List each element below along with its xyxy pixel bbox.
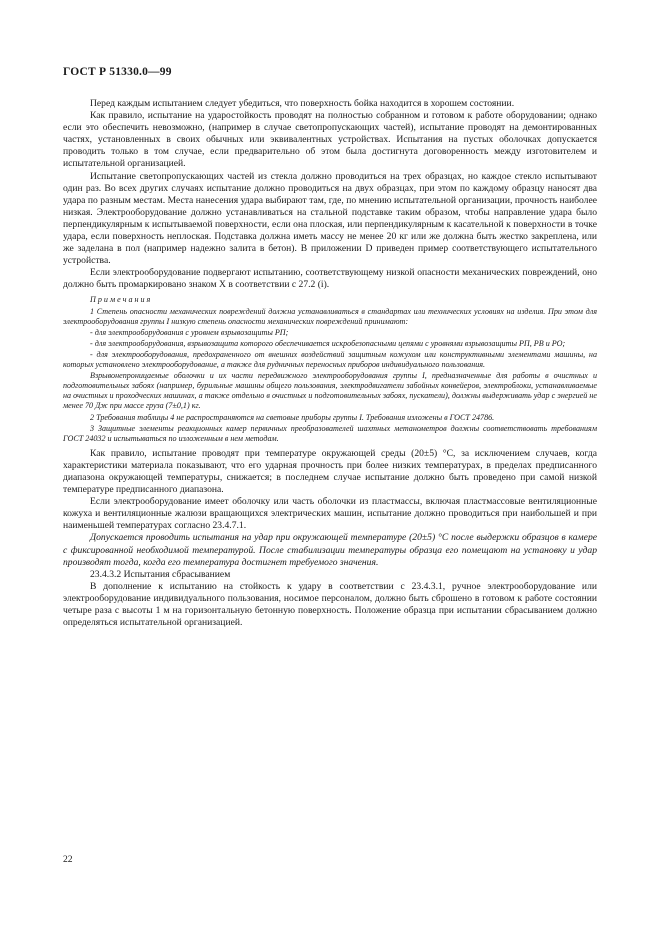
paragraph: Перед каждым испытанием следует убедиться, что поверхность бойка находится в хорошем состоянии. [90,98,515,109]
paragraph: Если электрооборудование имеет оболочку или часть оболочки из пластмассы, включая пластмассовые вентиляционные кожуха и вентиляционные жалюзи вращающихся электрических машин, испытание должно проводиться при наибольшей и при наименьшей температурах согласно 23.4.7.1. [63,496,597,532]
page-number: 22 [63,854,73,865]
notes-block [63,295,597,444]
paragraph: Как правило, испытание на ударостойкость проводят на полностью собранном и готовом к работе оборудовании; однако если это обеспечить невозможно, (например в случае светопропускающих частей), испытание проводят на демонтированных частях, установленных в своих обычных или эквивалентных устройствах. Испытания на пустых оболочках допускается проводить только в том случае, если предварительно об этом была достигнута договоренность между изготовителем и испытательной организацией. [63,110,597,170]
note-item: 3 Защитные элементы реакционных камер первичных преобразователей шахтных метанометров должны соответствовать требованиям ГОСТ 24032 и испытываться по изложенным в нем методам. [63,423,597,443]
paragraph: Если электрооборудование подвергают испытанию, соответствующему низкой опасности механических повреждений, оно должно быть промаркировано знаком X в соответствии с 27.2 (i). [63,267,597,291]
standard-header: ГОСТ Р 51330.0—99 [63,66,172,78]
section-heading: 23.4.3.2 Испытания сбрасыванием [90,568,231,580]
notes-title: Примечания [90,294,153,304]
note-item: - для электрооборудования с уровнем взрывозащиты РП; [90,327,289,337]
note-item: 1 Степень опасности механических повреждений должна устанавливаться в стандартах или технических условиях на изделия. При этом для электрооборудования группы I низкую степень опасности механических повреждений принимают: [63,306,597,326]
section-text: В дополнение к испытанию на стойкость к удару в соответствии с 23.4.3.1, ручное электрооборудование или электрооборудование индивидуального пользования, носимое персоналом, должно быть сброшено в готовом к работе состоянии четыре раза с высоты 1 м на горизонтальную бетонную поверхность. Положение образца при испытании сбрасыванием должно определяться испытательной организацией. [63,580,597,629]
note-item: 2 Требования таблицы 4 не распространяются на световые приборы группы I. Требования изложены в ГОСТ 24786. [90,412,495,422]
note-item: - для электрооборудования, взрывозащита которого обеспечивается искробезопасными цепями с уровнями взрывозащиты РП, РВ и РО; [90,338,566,348]
italic-paragraph: Допускается проводить испытания на удар при окружающей температуре (20±5) °С после выдержки образцов в камере с фиксированной необходимой температурой. После стабилизации температуры образца его помещают на установку и удар производят тогда, когда его температура достигнет требуемого значения. [63,532,597,568]
paragraph: Испытание светопропускающих частей из стекла должно проводиться на трех образцах, но каждое стекло испытывают один раз. Во всех других случаях испытание должно проводиться на двух образцах, при этом по каждому образцу наносят два удара по разным местам. Места нанесения удара выбирают там, где, по мнению испытательной организации, прочность наиболее низкая. Электрооборудование должно устанавливаться на стальной подставке таким образом, чтобы направление удара было перпендикулярным к испытываемой поверхности, если она плоская, или перпендикулярным к касательной к поверхности в точке удара, если поверхность неплоская. Подставка должна иметь массу не менее 20 кг или же должна быть жестко закреплена, или же заделана в пол (например надежно залита в бетон). В приложении D приведен пример соответствующего испытательного устройства. [63,170,597,267]
document-body [63,98,597,629]
paragraph: Как правило, испытание проводят при температуре окружающей среды (20±5) °С, за исключением случаев, когда характеристики материала показывают, что его ударная прочность при более низких температурах, в пределах предписанного диапазона окружающей температуры, снижается; в последнем случае испытание должно быть проведено при самой низкой температуре предписанного диапазона. [63,447,597,496]
note-item: - для электрооборудования, предохраненного от внешних воздействий защитным кожухом или конструктивными элементами машины, на которых установлено электрооборудование, а также для рудничных переносных приборов индивидуального пользования. [63,349,597,370]
note-item: Взрывонепроницаемые оболочки и их части передвижного электрооборудования группы I, предназначенные для работы в очистных и подготовительных забоях (например, бурильные машины общего пользования, электродвигатели забойных конвейеров, электроблоки, устанавливаемые на очистных и проходческих машинах, а также отдельно в очистных и подготовительных забоях, пускатели), должны выдерживать удар с энергией не менее 70 Дж при массе груза (7±0,1) кг. [63,371,597,411]
